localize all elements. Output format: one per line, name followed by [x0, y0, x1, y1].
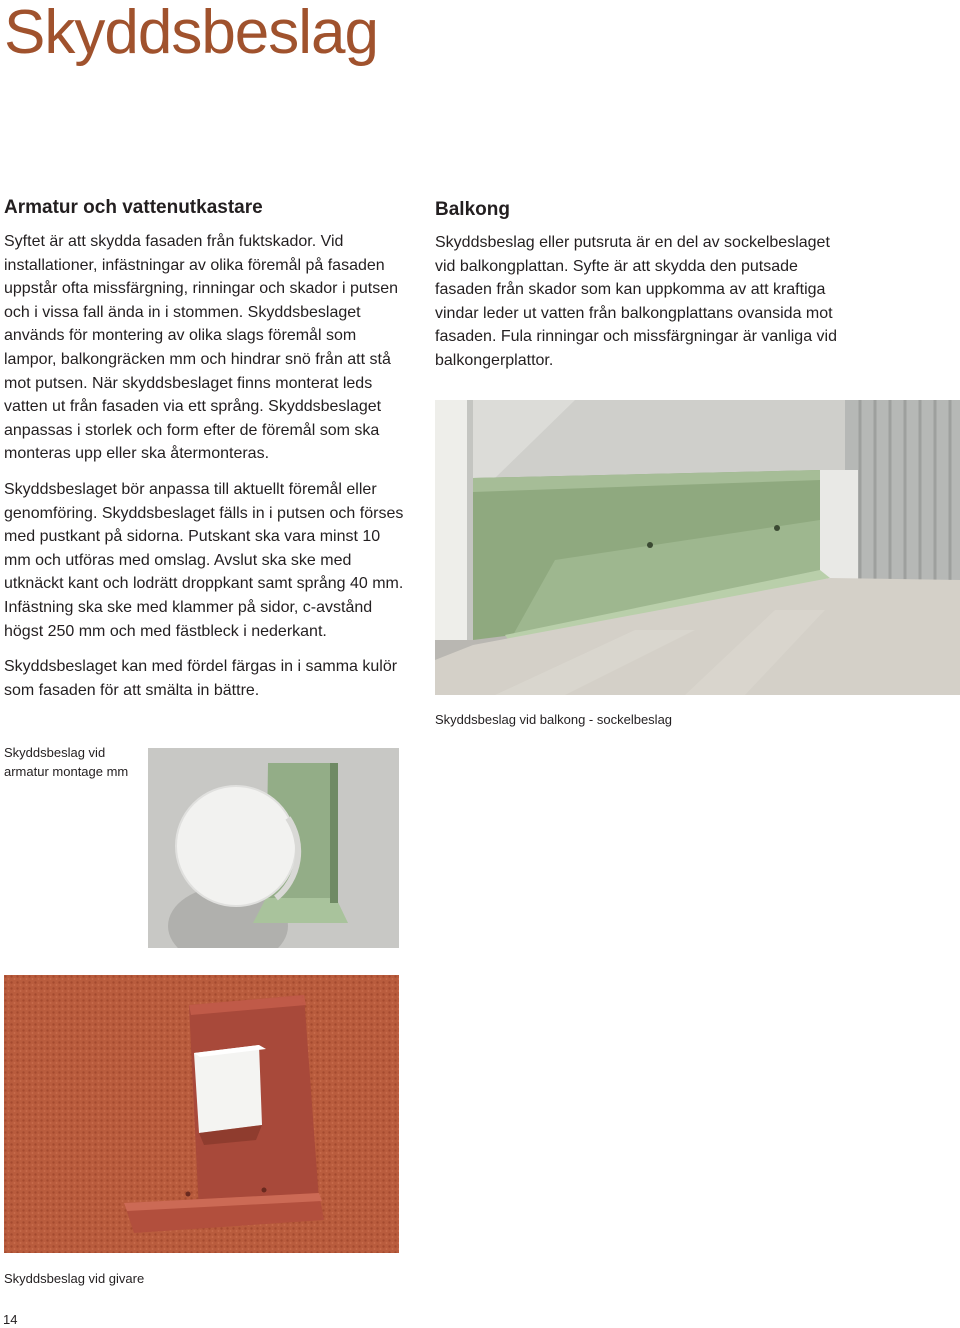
- left-body: [4, 230, 404, 702]
- right-body: [435, 231, 845, 373]
- page-title: Skyddsbeslag: [4, 0, 379, 67]
- armatur-illustration: [148, 748, 399, 948]
- body-paragraph: Skyddsbeslag eller putsruta är en del av sockelbeslaget vid balkongplattan. Syfte är att skydda den putsade fasaden från skador som kan uppkomma av att kraftiga vindar leder ut vatten från balkongplattans ovansida mot fasaden. Fula rinningar och missfärgningar är vanliga vid balkongerplattor.: [435, 234, 837, 369]
- body-paragraph: Skyddsbeslaget bör anpassa till aktuellt föremål eller genomföring. Skyddsbeslaget fälls in i putsen och förses med pustkant på sidorna. Putskant ska vara minst 10 mm och utföras med omslag. Avslut ska ske med utknäckt kant och lodrätt droppkant samt språng 40 mm. Infästning ska ske med klammer på sidor, c-avstånd högst 250 mm och med fästbleck i nederkant.: [4, 480, 404, 640]
- balkong-illustration: [435, 400, 960, 695]
- body-paragraph: Skyddsbeslaget kan med fördel färgas in i samma kulör som fasaden för att smälta in bättre.: [4, 658, 398, 699]
- body-paragraph: Syftet är att skydda fasaden från fuktskador. Vid installationer, infästningar av olika föremål på fasaden uppstår ofta missfärgning, rinningar och skador i putsen och i vissa fall ända in i stommen. Skyddsbeslaget används för montering av olika slags föremål som lampor, balkongräcken mm och hindrar snö från att stå mot putsen. När skyddsbeslaget finns monterat leds vatten ut från fasaden via ett språng. Skyddsbeslaget anpassas i storlek och form efter de föremål som ska monteras upp eller ska återmonteras.: [4, 233, 398, 463]
- caption-givare: Skyddsbeslag vid givare: [4, 1271, 145, 1286]
- section-heading-armatur: Armatur och vattenutkastare: [4, 197, 263, 218]
- page-number: 14: [3, 1312, 18, 1327]
- givare-photo: [4, 975, 399, 1253]
- caption-armatur: Skyddsbeslag vid armatur montage mm: [4, 745, 129, 779]
- section-heading-balkong: Balkong: [435, 199, 510, 220]
- caption-balkong: Skyddsbeslag vid balkong - sockelbeslag: [435, 712, 673, 727]
